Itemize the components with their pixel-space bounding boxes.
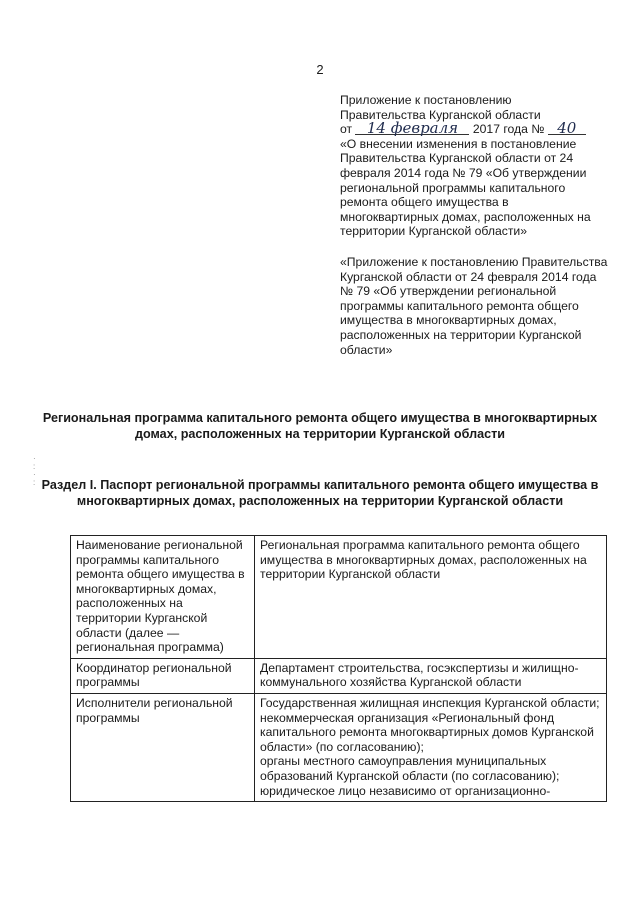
- row-label-executors: Исполнители региональной программы: [71, 693, 255, 801]
- section-title: Раздел I. Паспорт региональной программы капитального ремонта общего имущества в многоквартирных домах, расположенных на территории Курганской области: [41, 478, 599, 508]
- row-value-coordinator: Департамент строительства, госэкспертизы и жилищно-коммунального хозяйства Курганской области: [255, 658, 607, 693]
- row-label-name: Наименование региональной программы капитального ремонта общего имущества в многоквартирных домах, расположенных на территории Курганской области (далее — региональная программа): [71, 536, 255, 659]
- executor-line: Государственная жилищная инспекция Курганской области;: [260, 695, 600, 710]
- row-value-executors: [255, 693, 607, 801]
- executor-line: юридическое лицо независимо от организационно-: [260, 783, 551, 798]
- original-appendix-text: «Приложение к постановлению Правительства Курганской области от 24 февраля 2014 года № 79 «Об утверждении региональной программы капитального ремонта общего имущества в многоквартирных домах, расположенных на территории Курганской области»: [340, 254, 608, 357]
- passport-table: [70, 535, 607, 802]
- handwritten-number: 40: [548, 122, 586, 135]
- scan-specks: · : · :: [33, 454, 36, 487]
- handwritten-date: 14 февраля: [355, 122, 469, 135]
- executor-line: некоммерческая организация «Региональный фонд капитального ремонта многоквартирных домов Курганской области» (по согласованию);: [260, 710, 594, 754]
- row-value-name: Региональная программа капитального ремонта общего имущества в многоквартирных домах, расположенных на территории Курганской области: [255, 536, 607, 659]
- table-row: [71, 658, 607, 693]
- appendix-date-line: [340, 119, 610, 138]
- amendment-text: «О внесении изменения в постановление Правительства Курганской области от 24 февраля 2014 года № 79 «Об утверждении региональной программы капитального ремонта общего имущества в многоквартирных домах, расположенных на территории Курганской области»: [340, 136, 591, 239]
- table-row: [71, 536, 607, 659]
- page-number: 2: [316, 62, 324, 77]
- executor-line: органы местного самоуправления муниципальных образований Курганской области (по согласованию);: [260, 754, 560, 783]
- appendix-line-1: Приложение к постановлению: [340, 93, 512, 107]
- program-title: Региональная программа капитального ремонта общего имущества в многоквартирных домах, расположенных на территории Курганской области: [42, 411, 598, 441]
- appendix-line-2: Правительства Курганской области: [340, 107, 541, 122]
- date-prefix: от: [340, 122, 353, 137]
- appendix-header: [340, 93, 610, 357]
- table-row: [71, 693, 607, 801]
- date-suffix: 2017 года №: [472, 122, 545, 137]
- row-label-coordinator: Координатор региональной программы: [71, 658, 255, 693]
